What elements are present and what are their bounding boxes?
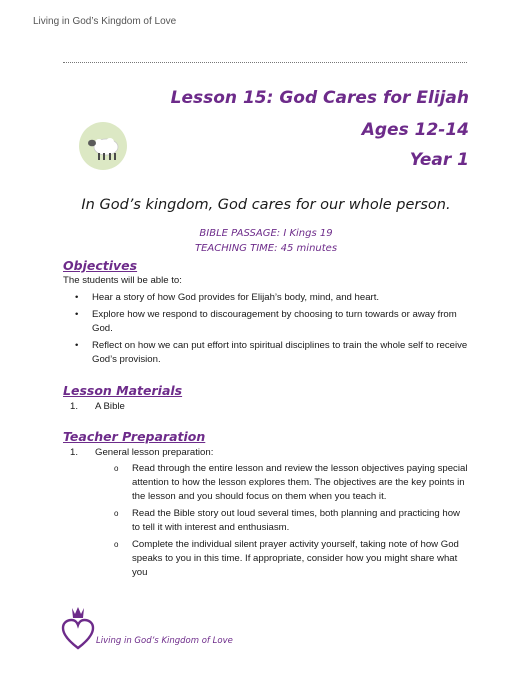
preparation-list (70, 446, 470, 460)
teaching-time: TEACHING TIME: 45 minutes (194, 243, 338, 254)
list-item (98, 538, 470, 580)
list-item (98, 507, 470, 535)
circle-bullet-icon: o (114, 509, 119, 518)
year-label: Year 1 (409, 150, 469, 170)
bullet-icon: • (75, 292, 79, 303)
key-message: In God’s kingdom, God cares for our whole person. (81, 197, 451, 213)
age-range: Ages 12-14 (361, 120, 469, 140)
circle-bullet-icon: o (114, 540, 119, 549)
crowned-heart-icon (60, 604, 96, 652)
list-item (98, 462, 470, 504)
objectives-intro: The students will be able to: (63, 275, 182, 286)
materials-heading: Lesson Materials (63, 383, 183, 398)
material-text: A Bible (95, 401, 125, 412)
header-divider (63, 62, 467, 63)
list-item (75, 308, 475, 336)
list-item (75, 291, 475, 305)
bullet-icon: • (75, 340, 79, 351)
preparation-heading: Teacher Preparation (63, 429, 206, 444)
preparation-text: General lesson preparation: (95, 447, 214, 458)
lesson-title: Lesson 15: God Cares for Elijah (170, 88, 469, 108)
objectives-heading: Objectives (63, 258, 138, 273)
preparation-subtext: Read the Bible story out loud several times, both planning and practicing how to tell it with interest and enthusiasm. (132, 508, 460, 533)
circle-bullet-icon: o (114, 464, 119, 473)
objectives-list (75, 291, 475, 370)
bullet-icon: • (75, 309, 79, 320)
list-item: 1. A Bible (70, 401, 125, 412)
footer-text: Living in God’s Kingdom of Love (96, 636, 233, 646)
preparation-sublist (98, 462, 470, 583)
sheep-icon (79, 122, 127, 170)
list-item: 1. General lesson preparation: (70, 447, 214, 458)
list-item (75, 339, 475, 367)
bible-passage: BIBLE PASSAGE: I Kings 19 (199, 228, 333, 239)
objective-text: Explore how we respond to discouragement by choosing to turn towards or away from God. (92, 309, 457, 334)
materials-list (70, 400, 470, 414)
objective-text: Hear a story of how God provides for Elijah’s body, mind, and heart. (92, 292, 380, 303)
preparation-subtext: Read through the entire lesson and review the lesson objectives paying special attention to how the lesson explores them. The objectives are the key points in the lesson and you should focus on them when you teach it. (132, 463, 468, 502)
preparation-subtext: Complete the individual silent prayer activity yourself, taking note of how God speaks to you in this time. If appropriate, consider how you might share what you (132, 539, 459, 578)
running-header: Living in God’s Kingdom of Love (33, 16, 177, 27)
objective-text: Reflect on how we can put effort into spiritual disciplines to train the whole self to receive God’s provision. (92, 340, 468, 365)
